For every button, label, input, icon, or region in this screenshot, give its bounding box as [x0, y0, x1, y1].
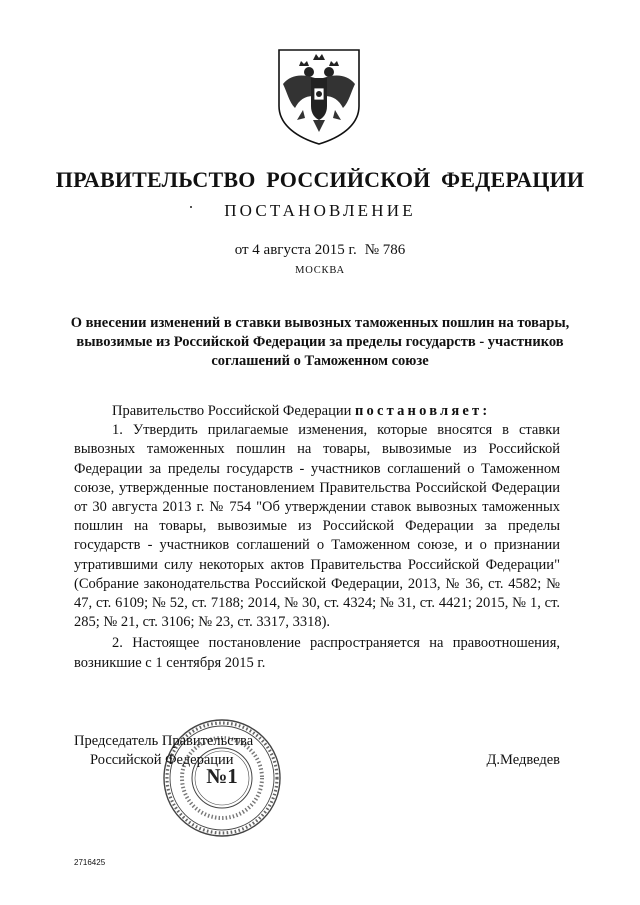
document-body	[74, 402, 560, 673]
government-title: ПРАВИТЕЛЬСТВО РОССИЙСКОЙ ФЕДЕРАЦИИ	[55, 167, 585, 192]
signatory-position	[74, 732, 253, 770]
signatory-position-line2: Российской Федерации	[90, 752, 234, 768]
document-type: ПОСТАНОВЛЕНИЕ	[224, 201, 416, 220]
document-number: № 786	[364, 242, 406, 258]
document-city: МОСКВА	[295, 265, 345, 276]
intro-prefix: Правительство Российской Федерации	[112, 403, 352, 419]
coat-of-arms-emblem	[273, 44, 365, 148]
signatory-position-line1: Председатель Правительства	[74, 733, 254, 749]
seal-number: №1	[206, 764, 238, 788]
document-date: от 4 августа 2015 г.	[234, 242, 357, 258]
intro-decree-word: постановляет:	[354, 403, 491, 419]
document-heading: О внесении изменений в ставки вывозных таможенных пошлин на товары, вывозимые из Российской Федерации за пределы государств - участников соглашений о Таможенном союзе	[70, 315, 570, 369]
item-2-paragraph: 2. Настоящее постановление распространяется на правоотношения, возникшие с 1 сентября 2015 г.	[74, 635, 560, 671]
document-code: 2716425	[74, 858, 106, 867]
document-date-line	[0, 242, 640, 259]
item-1-paragraph: 1. Утвердить прилагаемые изменения, которые вносятся в ставки вывозных таможенных пошлин на товары, вывозимые из Российской Федерации за пределы государств - участников соглашений о Таможенном союзе, утвержденные постановлением Правительства Российской Федерации от 30 августа 2013 г. № 754 "Об утверждении ставок вывозных таможенных пошлин на товары, вывозимые из Российской Федерации за пределы государств - участников соглашений о Таможенном союзе, и о признании утратившими силу некоторых актов Правительства Российской Федерации" (Собрание законодательства Российской Федерации, 2013, № 36, ст. 4582; № 47, ст. 6109; № 52, ст. 7188; 2014, № 30, ст. 4324; № 31, ст. 4421; 2015, № 1, ст. 285; № 21, ст. 3106; № 23, ст. 3317, 3318).	[74, 422, 560, 631]
intro-paragraph	[74, 402, 560, 421]
signatory-name: Д.Медведев	[486, 752, 560, 768]
